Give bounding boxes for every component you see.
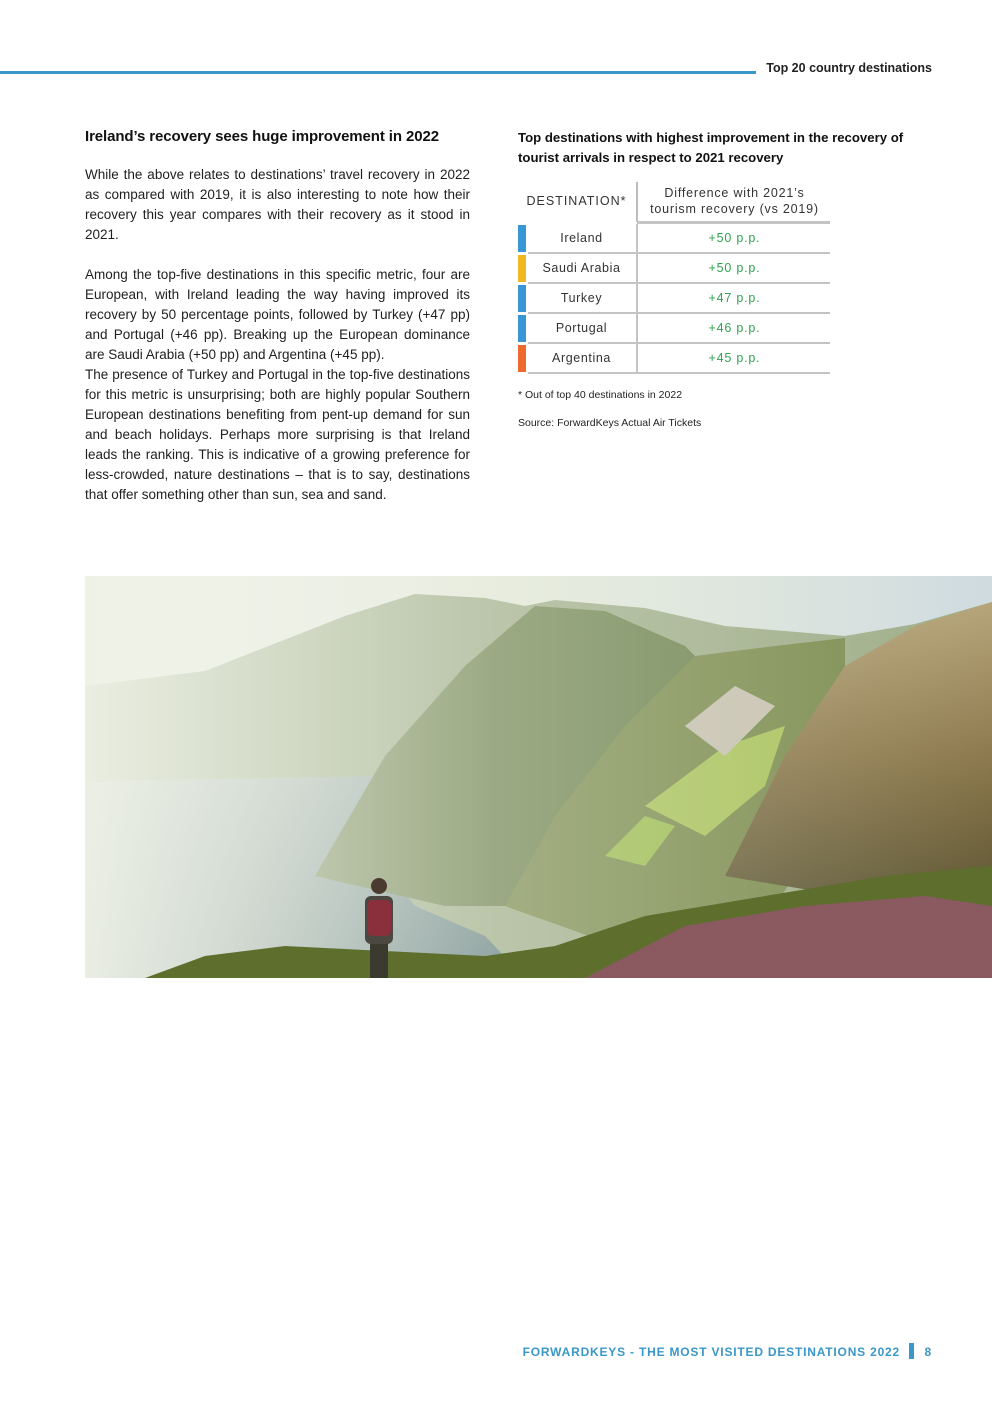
- row-divider: [636, 224, 638, 252]
- destination-cell: Ireland: [560, 231, 603, 245]
- table-body: [518, 224, 830, 374]
- header-rule: [0, 71, 756, 74]
- cliffs-photo: [85, 576, 992, 978]
- row-divider: [636, 284, 638, 312]
- destination-cell: Turkey: [560, 291, 603, 305]
- table-title: Top destinations with highest improvement in the recovery of tourist arrivals in respect to 2021 recovery: [518, 130, 904, 165]
- paragraph-top-five: Among the top-five destinations in this specific metric, four are European, with Ireland leading the way having improved its recovery by 50 percentage points, followed by Turkey (+47 pp) and Portugal (+46 pp). Breaking up the European dominance are Saudi Arabia (+50 pp) and Argentina (+45 pp).: [85, 267, 470, 362]
- improvement-table: [518, 182, 830, 365]
- row-rule: [528, 372, 830, 374]
- destination-cell: Portugal: [555, 321, 608, 335]
- section-title: Top 20 country destinations: [766, 61, 932, 75]
- footer-divider-bar: [909, 1343, 914, 1359]
- difference-cell: +50 p.p.: [708, 231, 761, 245]
- table-section: [518, 128, 918, 429]
- paragraph-analysis: The presence of Turkey and Portugal in the top-five destinations for this metric is unsurprising; both are highly popular Southern European destinations benefiting from pent-up demand for sun and beach holidays. Perhaps more surprising is that Ireland leads the ranking. This is indicative of a growing preference for less-crowded, nature destinations – that is to say, destinations that offer something other than sun, sea and sand.: [85, 367, 470, 502]
- destination-cell: Argentina: [552, 351, 611, 365]
- region-color-bar: [518, 315, 526, 342]
- article-column: [85, 128, 470, 505]
- article-heading: Ireland’s recovery sees huge improvement in 2022: [85, 128, 439, 145]
- region-color-bar: [518, 225, 526, 252]
- header-destination: DESTINATION*: [526, 194, 627, 208]
- difference-cell: +47 p.p.: [708, 291, 761, 305]
- header-difference-line2: tourism recovery (vs 2019): [650, 202, 819, 216]
- row-divider: [636, 314, 638, 342]
- table-footnote: * Out of top 40 destinations in 2022: [518, 389, 683, 401]
- region-color-bar: [518, 255, 526, 282]
- table-row: [518, 284, 830, 314]
- region-color-bar: [518, 285, 526, 312]
- paragraph-intro: While the above relates to destinations’ travel recovery in 2022 as compared with 2019, it is also interesting to note how their recovery this year compares with their recovery as it stood in 2021.: [85, 167, 470, 242]
- row-divider: [636, 344, 638, 372]
- row-divider: [636, 254, 638, 282]
- header-divider: [636, 182, 638, 222]
- destination-cell: Saudi Arabia: [542, 261, 621, 275]
- header-difference-line1: Difference with 2021’s: [664, 186, 805, 200]
- region-color-bar: [518, 345, 526, 372]
- difference-cell: +50 p.p.: [708, 261, 761, 275]
- table-row: [518, 314, 830, 344]
- page-number: 8: [924, 1345, 932, 1359]
- table-header: [518, 182, 830, 222]
- table-source: Source: ForwardKeys Actual Air Tickets: [518, 417, 702, 429]
- cliffs-photo-illustration: [85, 576, 992, 978]
- table-row: [518, 224, 830, 254]
- header-difference: [639, 185, 830, 217]
- difference-cell: +46 p.p.: [708, 321, 761, 335]
- difference-cell: +45 p.p.: [708, 351, 761, 365]
- publication-title: FORWARDKEYS - THE MOST VISITED DESTINATIONS 2022: [522, 1345, 900, 1359]
- table-row: [518, 254, 830, 284]
- table-row: [518, 344, 830, 374]
